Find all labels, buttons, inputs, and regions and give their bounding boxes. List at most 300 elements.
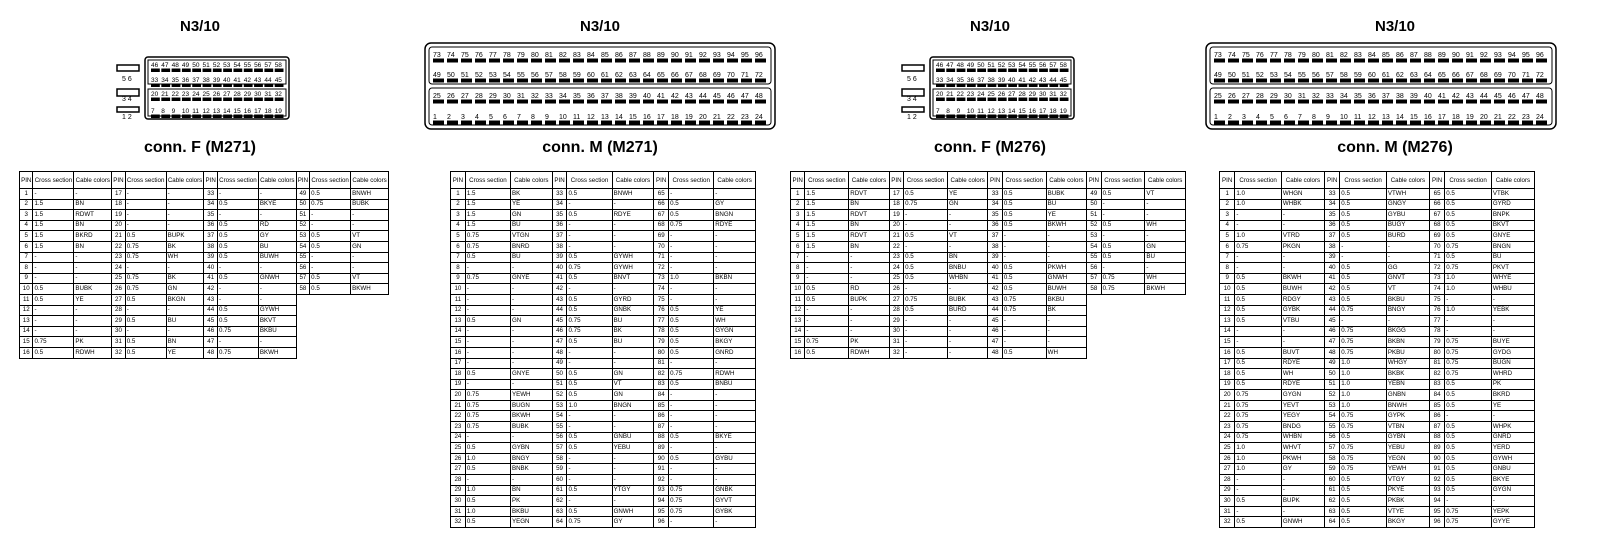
table-cell: 28 (112, 305, 125, 316)
table-row (1220, 273, 1535, 284)
table-cell: GYRD (1491, 199, 1534, 210)
table-cell (1101, 326, 1145, 337)
svg-text:32: 32 (1059, 91, 1067, 98)
table-cell (1145, 316, 1186, 327)
table-cell: - (33, 305, 74, 316)
table-cell: - (1145, 210, 1186, 221)
table-cell: 0.5 (217, 199, 258, 210)
table-cell: - (1281, 506, 1324, 517)
table-row (791, 326, 1186, 337)
table-cell: - (1281, 263, 1324, 274)
table-cell: - (567, 231, 612, 242)
svg-text:55: 55 (1028, 62, 1037, 69)
svg-text:91: 91 (1466, 52, 1474, 59)
table-cell: 7 (20, 252, 33, 263)
table-cell: 0.5 (904, 189, 948, 200)
connector-face (1205, 42, 1557, 132)
column-header: PIN (1324, 172, 1339, 189)
table-cell: BN (947, 252, 987, 263)
table-cell: 19 (1220, 379, 1235, 390)
table-cell: - (612, 284, 654, 295)
table-cell: 20 (1220, 390, 1235, 401)
svg-text:79: 79 (1298, 52, 1306, 59)
svg-text:29: 29 (243, 91, 252, 98)
svg-text:76: 76 (1256, 52, 1264, 59)
table-cell: - (1386, 241, 1429, 252)
table-cell: - (1002, 231, 1046, 242)
table-cell: - (612, 453, 654, 464)
table-cell: 10 (791, 284, 805, 295)
table-cell: - (1340, 241, 1387, 252)
table-cell: YEWH (510, 390, 552, 401)
table-cell: 0.5 (125, 347, 166, 358)
table-cell: - (1101, 231, 1145, 242)
svg-text:5 6: 5 6 (907, 76, 917, 83)
table-cell: - (1235, 263, 1282, 274)
svg-text:96: 96 (1536, 52, 1544, 59)
table-cell: - (612, 231, 654, 242)
connector-face (900, 55, 1076, 121)
table-cell: WHYE (1491, 273, 1534, 284)
table-cell: GYDG (1491, 347, 1534, 358)
table-cell: - (74, 305, 112, 316)
svg-text:39: 39 (212, 77, 221, 84)
table-cell: 0.5 (1101, 220, 1145, 231)
table-cell: 0.75 (310, 199, 351, 210)
table-cell: BN (849, 241, 889, 252)
svg-text:31: 31 (1049, 91, 1057, 98)
table-cell: 0.5 (669, 379, 714, 390)
table-cell: GNBK (612, 305, 654, 316)
table-cell: 40 (988, 263, 1002, 274)
table-cell: 1.5 (805, 210, 849, 221)
table-cell: 0.5 (217, 316, 258, 327)
table-cell: - (1281, 252, 1324, 263)
table-cell: 0.75 (1445, 347, 1492, 358)
svg-text:53: 53 (223, 62, 231, 69)
svg-text:17: 17 (1438, 114, 1446, 121)
table-cell: 0.5 (1340, 496, 1387, 507)
table-cell: 0.5 (1445, 220, 1492, 231)
table-cell: 57 (1087, 273, 1101, 284)
table-cell: - (33, 326, 74, 337)
svg-text:3 4: 3 4 (122, 96, 132, 103)
table-cell: 76 (654, 305, 669, 316)
svg-text:65: 65 (1438, 72, 1446, 79)
table-cell: 39 (988, 252, 1002, 263)
table-row (451, 220, 756, 231)
table-cell: RDWH (74, 347, 112, 358)
table-cell: 0.75 (1002, 305, 1046, 316)
table-cell: - (904, 284, 948, 295)
table-cell: YEBK (1491, 305, 1534, 316)
table-cell (1101, 337, 1145, 348)
svg-text:25: 25 (202, 91, 210, 98)
table-cell: - (947, 316, 987, 327)
table-cell: 0.5 (904, 252, 948, 263)
svg-text:24: 24 (755, 114, 763, 121)
table-cell: 57 (1324, 443, 1339, 454)
table-row (1220, 252, 1535, 263)
table-cell: - (714, 411, 756, 422)
table-cell: GYRD (612, 294, 654, 305)
table-cell: 36 (204, 220, 217, 231)
svg-text:47: 47 (161, 62, 169, 69)
table-cell: 38 (204, 241, 217, 252)
svg-text:13: 13 (212, 108, 221, 115)
svg-text:4: 4 (1256, 114, 1260, 121)
svg-text:48: 48 (171, 62, 179, 69)
svg-text:25: 25 (987, 91, 995, 98)
svg-text:33: 33 (1326, 93, 1334, 100)
svg-text:43: 43 (685, 93, 693, 100)
svg-text:20: 20 (1480, 114, 1488, 121)
table-cell: GNYE (1491, 231, 1534, 242)
table-cell: - (849, 326, 889, 337)
table-cell: PK (510, 496, 552, 507)
svg-text:21: 21 (946, 91, 954, 98)
table-cell: - (310, 220, 351, 231)
connector-face (115, 55, 291, 121)
svg-text:63: 63 (1410, 72, 1418, 79)
svg-text:70: 70 (1508, 72, 1516, 79)
table-row (451, 369, 756, 380)
table-cell: 67 (1429, 210, 1444, 221)
svg-text:80: 80 (1312, 52, 1320, 59)
table-cell: GNRD (1491, 432, 1534, 443)
table-cell: WH (166, 252, 204, 263)
svg-text:55: 55 (1298, 72, 1306, 79)
table-cell: 0.5 (1445, 252, 1492, 263)
table-cell: BUWH (1281, 284, 1324, 295)
table-cell: 0.75 (1340, 464, 1387, 475)
table-cell: YEBU (612, 443, 654, 454)
table-cell: 29 (1220, 485, 1235, 496)
svg-text:49: 49 (1214, 72, 1222, 79)
table-cell: 0.5 (1445, 199, 1492, 210)
table-cell: 0.5 (1235, 517, 1282, 528)
table-row (20, 220, 389, 231)
table-cell: 0.5 (1002, 199, 1046, 210)
table-cell: BN (849, 220, 889, 231)
table-cell: 69 (1429, 231, 1444, 242)
table-cell: BK (166, 273, 204, 284)
table-row (1220, 263, 1535, 274)
table-cell: - (1281, 337, 1324, 348)
table-cell: 70 (654, 241, 669, 252)
table-cell: 1.5 (465, 220, 510, 231)
table-cell: WHPK (1491, 422, 1534, 433)
table-cell: 20 (112, 220, 125, 231)
svg-text:38: 38 (615, 93, 623, 100)
table-cell: PKWH (1281, 453, 1324, 464)
table-cell: 26 (112, 284, 125, 295)
table-row (451, 347, 756, 358)
table-cell: BNGN (612, 400, 654, 411)
table-cell: 0.5 (217, 231, 258, 242)
svg-text:79: 79 (517, 52, 525, 59)
table-cell: 51 (296, 210, 309, 221)
svg-text:23: 23 (741, 114, 749, 121)
table-header-row (451, 172, 756, 189)
table-cell: 0.5 (310, 241, 351, 252)
table-cell: 77 (654, 316, 669, 327)
table-cell: - (351, 210, 389, 221)
table-cell (351, 326, 389, 337)
svg-text:45: 45 (274, 77, 282, 84)
column-header: Cable colors (166, 172, 204, 189)
table-row (451, 358, 756, 369)
table-cell: - (258, 189, 296, 200)
table-cell: - (1101, 199, 1145, 210)
svg-text:73: 73 (433, 52, 441, 59)
table-cell: 0.5 (1235, 347, 1282, 358)
table-cell: 55 (296, 252, 309, 263)
table-cell: - (567, 464, 612, 475)
table-cell: 18 (889, 199, 903, 210)
table-cell: - (669, 390, 714, 401)
table-cell: 54 (1087, 241, 1101, 252)
table-cell: 0.5 (465, 464, 510, 475)
svg-text:19: 19 (274, 108, 282, 115)
panel-title: N3/10 (579, 18, 621, 35)
table-cell (310, 305, 351, 316)
svg-text:48: 48 (1536, 93, 1544, 100)
table-cell: GYBK (714, 506, 756, 517)
table-cell: - (217, 284, 258, 295)
table-cell: 0.5 (1235, 294, 1282, 305)
table-cell: 0.5 (465, 252, 510, 263)
table-cell: 15 (451, 337, 466, 348)
table-cell: 83 (1429, 379, 1444, 390)
table-cell: - (510, 326, 552, 337)
svg-text:50: 50 (192, 62, 200, 69)
table-cell: 17 (1220, 358, 1235, 369)
connector-name: conn. F (M276) (933, 139, 1046, 156)
column-header: Cable colors (849, 172, 889, 189)
table-cell: 64 (552, 517, 567, 528)
table-cell: 63 (1324, 506, 1339, 517)
table-cell: BUBK (1046, 189, 1086, 200)
svg-text:52: 52 (212, 62, 221, 69)
table-cell: VTRD (1281, 231, 1324, 242)
table-cell: 0.5 (1340, 199, 1387, 210)
table-cell: 36 (988, 220, 1002, 231)
svg-text:5: 5 (1270, 114, 1274, 121)
table-cell: 76 (1429, 305, 1444, 316)
table-header-row (1220, 172, 1535, 189)
table-cell: 0.5 (1101, 252, 1145, 263)
table-cell: 62 (552, 496, 567, 507)
svg-text:87: 87 (629, 52, 637, 59)
table-row (791, 294, 1186, 305)
table-cell: VT (947, 231, 987, 242)
svg-text:51: 51 (1242, 72, 1250, 79)
table-cell: BNWH (1386, 400, 1429, 411)
table-cell: 61 (552, 485, 567, 496)
table-cell: RDVT (849, 210, 889, 221)
table-cell: 0.5 (1340, 284, 1387, 295)
svg-text:3: 3 (461, 114, 465, 121)
column-header: Cable colors (74, 172, 112, 189)
table-cell: 0.75 (1445, 517, 1492, 528)
table-cell: 0.75 (805, 337, 849, 348)
table-cell: - (849, 263, 889, 274)
table-cell: 17 (889, 189, 903, 200)
table-cell: 0.5 (669, 326, 714, 337)
table-cell: - (465, 358, 510, 369)
table-cell: 14 (20, 326, 33, 337)
svg-text:67: 67 (685, 72, 693, 79)
table-cell: GYWH (612, 252, 654, 263)
svg-text:21: 21 (713, 114, 721, 121)
table-cell: 6 (1220, 241, 1235, 252)
table-cell: 26 (1220, 453, 1235, 464)
table-cell: - (1235, 252, 1282, 263)
svg-text:43: 43 (1466, 93, 1474, 100)
table-cell: 0.5 (125, 316, 166, 327)
table-cell: - (669, 294, 714, 305)
table-cell: - (510, 358, 552, 369)
table-cell: 0.75 (1002, 294, 1046, 305)
table-cell: BKBK (1386, 369, 1429, 380)
table-cell: WHGY (1386, 358, 1429, 369)
table-row (451, 199, 756, 210)
table-cell: 15 (20, 337, 33, 348)
table-cell: 60 (552, 475, 567, 486)
table-cell: - (805, 273, 849, 284)
table-cell: 1.0 (1235, 464, 1282, 475)
table-cell: - (465, 263, 510, 274)
table-cell: 22 (889, 241, 903, 252)
svg-text:9: 9 (545, 114, 549, 121)
table-cell (1145, 294, 1186, 305)
svg-text:11: 11 (573, 114, 581, 121)
table-cell: 67 (654, 210, 669, 221)
table-cell: - (217, 337, 258, 348)
svg-text:25: 25 (433, 93, 441, 100)
table-cell: BKRD (1491, 390, 1534, 401)
table-cell: - (1340, 316, 1387, 327)
svg-text:8: 8 (1312, 114, 1316, 121)
svg-text:1: 1 (433, 114, 437, 121)
svg-text:63: 63 (629, 72, 637, 79)
table-cell: - (612, 358, 654, 369)
table-cell: 0.75 (1235, 400, 1282, 411)
svg-text:49: 49 (181, 62, 190, 69)
table-cell: - (217, 263, 258, 274)
svg-text:30: 30 (503, 93, 511, 100)
table-cell: BNRD (510, 241, 552, 252)
table-row (1220, 220, 1535, 231)
column-header: Cable colors (1145, 172, 1186, 189)
svg-text:14: 14 (223, 108, 231, 115)
svg-text:89: 89 (1438, 52, 1446, 59)
table-cell: 1.5 (33, 241, 74, 252)
table-cell: 0.5 (904, 263, 948, 274)
table-cell: 41 (1324, 273, 1339, 284)
table-cell: 42 (988, 284, 1002, 295)
table-cell: 44 (204, 305, 217, 316)
table-cell: 0.75 (125, 252, 166, 263)
table-cell: BK (510, 189, 552, 200)
svg-text:61: 61 (601, 72, 609, 79)
table-row (20, 347, 389, 358)
table-cell: 69 (654, 231, 669, 242)
table-row (1220, 305, 1535, 316)
table-cell: 77 (1429, 316, 1444, 327)
table-cell: BKWH (510, 411, 552, 422)
table-cell: - (125, 210, 166, 221)
table-cell: 16 (791, 347, 805, 358)
table-cell: 1.5 (33, 210, 74, 221)
table-cell: 1.0 (465, 506, 510, 517)
table-cell: 65 (1429, 189, 1444, 200)
table-cell: YTGY (612, 485, 654, 496)
svg-text:64: 64 (1424, 72, 1432, 79)
table-cell: 0.75 (1445, 241, 1492, 252)
svg-text:92: 92 (1480, 52, 1488, 59)
table-cell: 51 (1087, 210, 1101, 221)
table-cell: 23 (451, 422, 466, 433)
table-cell: 9 (1220, 273, 1235, 284)
table-cell: 30 (1220, 496, 1235, 507)
svg-text:35: 35 (956, 77, 964, 84)
table-cell: 31 (1220, 506, 1235, 517)
table-cell: 0.75 (1340, 326, 1387, 337)
table-cell: - (714, 252, 756, 263)
table-cell: BU (510, 252, 552, 263)
table-cell: BKBU (258, 326, 296, 337)
table-cell: BKBU (1386, 294, 1429, 305)
table-cell: 22 (112, 241, 125, 252)
table-cell: - (1340, 252, 1387, 263)
table-cell: 25 (451, 443, 466, 454)
table-row (451, 231, 756, 242)
table-cell: 11 (451, 294, 466, 305)
svg-text:24: 24 (977, 91, 985, 98)
table-cell: BK (612, 326, 654, 337)
svg-text:23: 23 (1522, 114, 1530, 121)
table-cell: BKYE (714, 432, 756, 443)
table-cell: 1 (791, 189, 805, 200)
table-cell: - (1491, 411, 1534, 422)
svg-text:28: 28 (475, 93, 483, 100)
table-row (1220, 443, 1535, 454)
table-cell (1101, 294, 1145, 305)
table-cell: 1.5 (465, 210, 510, 221)
table-cell: 28 (1220, 475, 1235, 486)
table-cell: YE (947, 189, 987, 200)
table-cell (296, 337, 309, 348)
table-cell: - (1386, 252, 1429, 263)
svg-text:35: 35 (1354, 93, 1362, 100)
table-header-row (791, 172, 1186, 189)
table-cell: BUGN (1491, 358, 1534, 369)
table-cell: 39 (1324, 252, 1339, 263)
table-cell: 96 (654, 517, 669, 528)
table-cell: BUYE (1491, 337, 1534, 348)
table-cell: 0.5 (1340, 220, 1387, 231)
table-cell (1087, 347, 1101, 358)
table-cell: - (351, 263, 389, 274)
table-cell: 0.75 (669, 485, 714, 496)
table-cell: - (1101, 210, 1145, 221)
table-cell: - (465, 305, 510, 316)
table-cell: 14 (1220, 326, 1235, 337)
column-header: PIN (112, 172, 125, 189)
table-cell: VTYE (1386, 506, 1429, 517)
